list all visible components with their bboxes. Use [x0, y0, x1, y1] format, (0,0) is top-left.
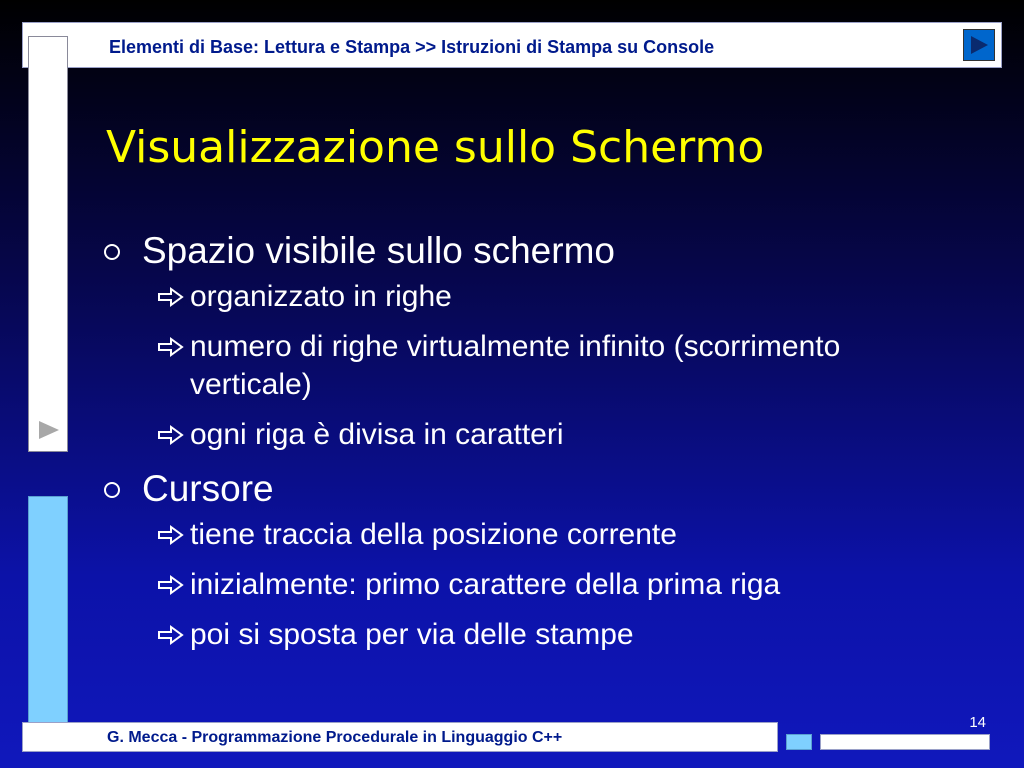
bullet-level2 — [104, 616, 1004, 654]
bullet-text: Cursore — [142, 468, 274, 509]
bullet-level2 — [104, 416, 1004, 454]
sub-bullet-list — [104, 516, 1004, 654]
sub-bullet-text: poi si sposta per via delle stampe — [190, 618, 634, 651]
bullet-level2 — [104, 278, 1004, 316]
footer-text: G. Mecca - Programmazione Procedurale in Linguaggio C++ — [107, 729, 563, 746]
left-side-panel — [28, 36, 68, 452]
footer-bar — [22, 722, 778, 752]
slide-content — [104, 228, 1004, 666]
hollow-circle-icon — [104, 482, 120, 498]
footer-right-bar — [820, 734, 990, 750]
bullet-level1 — [104, 466, 1004, 512]
next-slide-button[interactable] — [963, 29, 995, 61]
hollow-circle-icon — [104, 244, 120, 260]
sub-bullet-text: tiene traccia della posizione corrente — [190, 518, 677, 551]
side-play-button[interactable] — [37, 419, 61, 441]
footer-accent-square — [786, 734, 812, 750]
outline-arrow-icon — [156, 525, 186, 545]
bullet-text: Spazio visibile sullo schermo — [142, 230, 615, 271]
outline-arrow-icon — [156, 575, 186, 595]
outline-arrow-icon — [156, 337, 186, 357]
slide-title: Visualizzazione sullo Schermo — [106, 122, 765, 173]
play-triangle-icon — [968, 34, 990, 56]
outline-arrow-icon — [156, 625, 186, 645]
sub-bullet-text: inizialmente: primo carattere della prima riga — [190, 568, 781, 601]
bullet-level2 — [104, 516, 1004, 554]
outline-arrow-icon — [156, 287, 186, 307]
sub-bullet-list — [104, 278, 1004, 454]
bullet-level2 — [104, 328, 1004, 404]
sub-bullet-text: numero di righe virtualmente infinito (scorrimento verticale) — [190, 330, 841, 401]
outline-arrow-icon — [156, 425, 186, 445]
bullet-level1 — [104, 228, 1004, 274]
header-bar — [22, 22, 1002, 68]
header-title: Elementi di Base: Lettura e Stampa >> Istruzioni di Stampa su Console — [109, 37, 715, 57]
sub-bullet-text: organizzato in righe — [190, 280, 452, 313]
left-accent-panel — [28, 496, 68, 736]
page-number: 14 — [969, 714, 986, 731]
bullet-level2 — [104, 566, 1004, 604]
play-triangle-icon — [37, 419, 61, 441]
sub-bullet-text: ogni riga è divisa in caratteri — [190, 418, 564, 451]
